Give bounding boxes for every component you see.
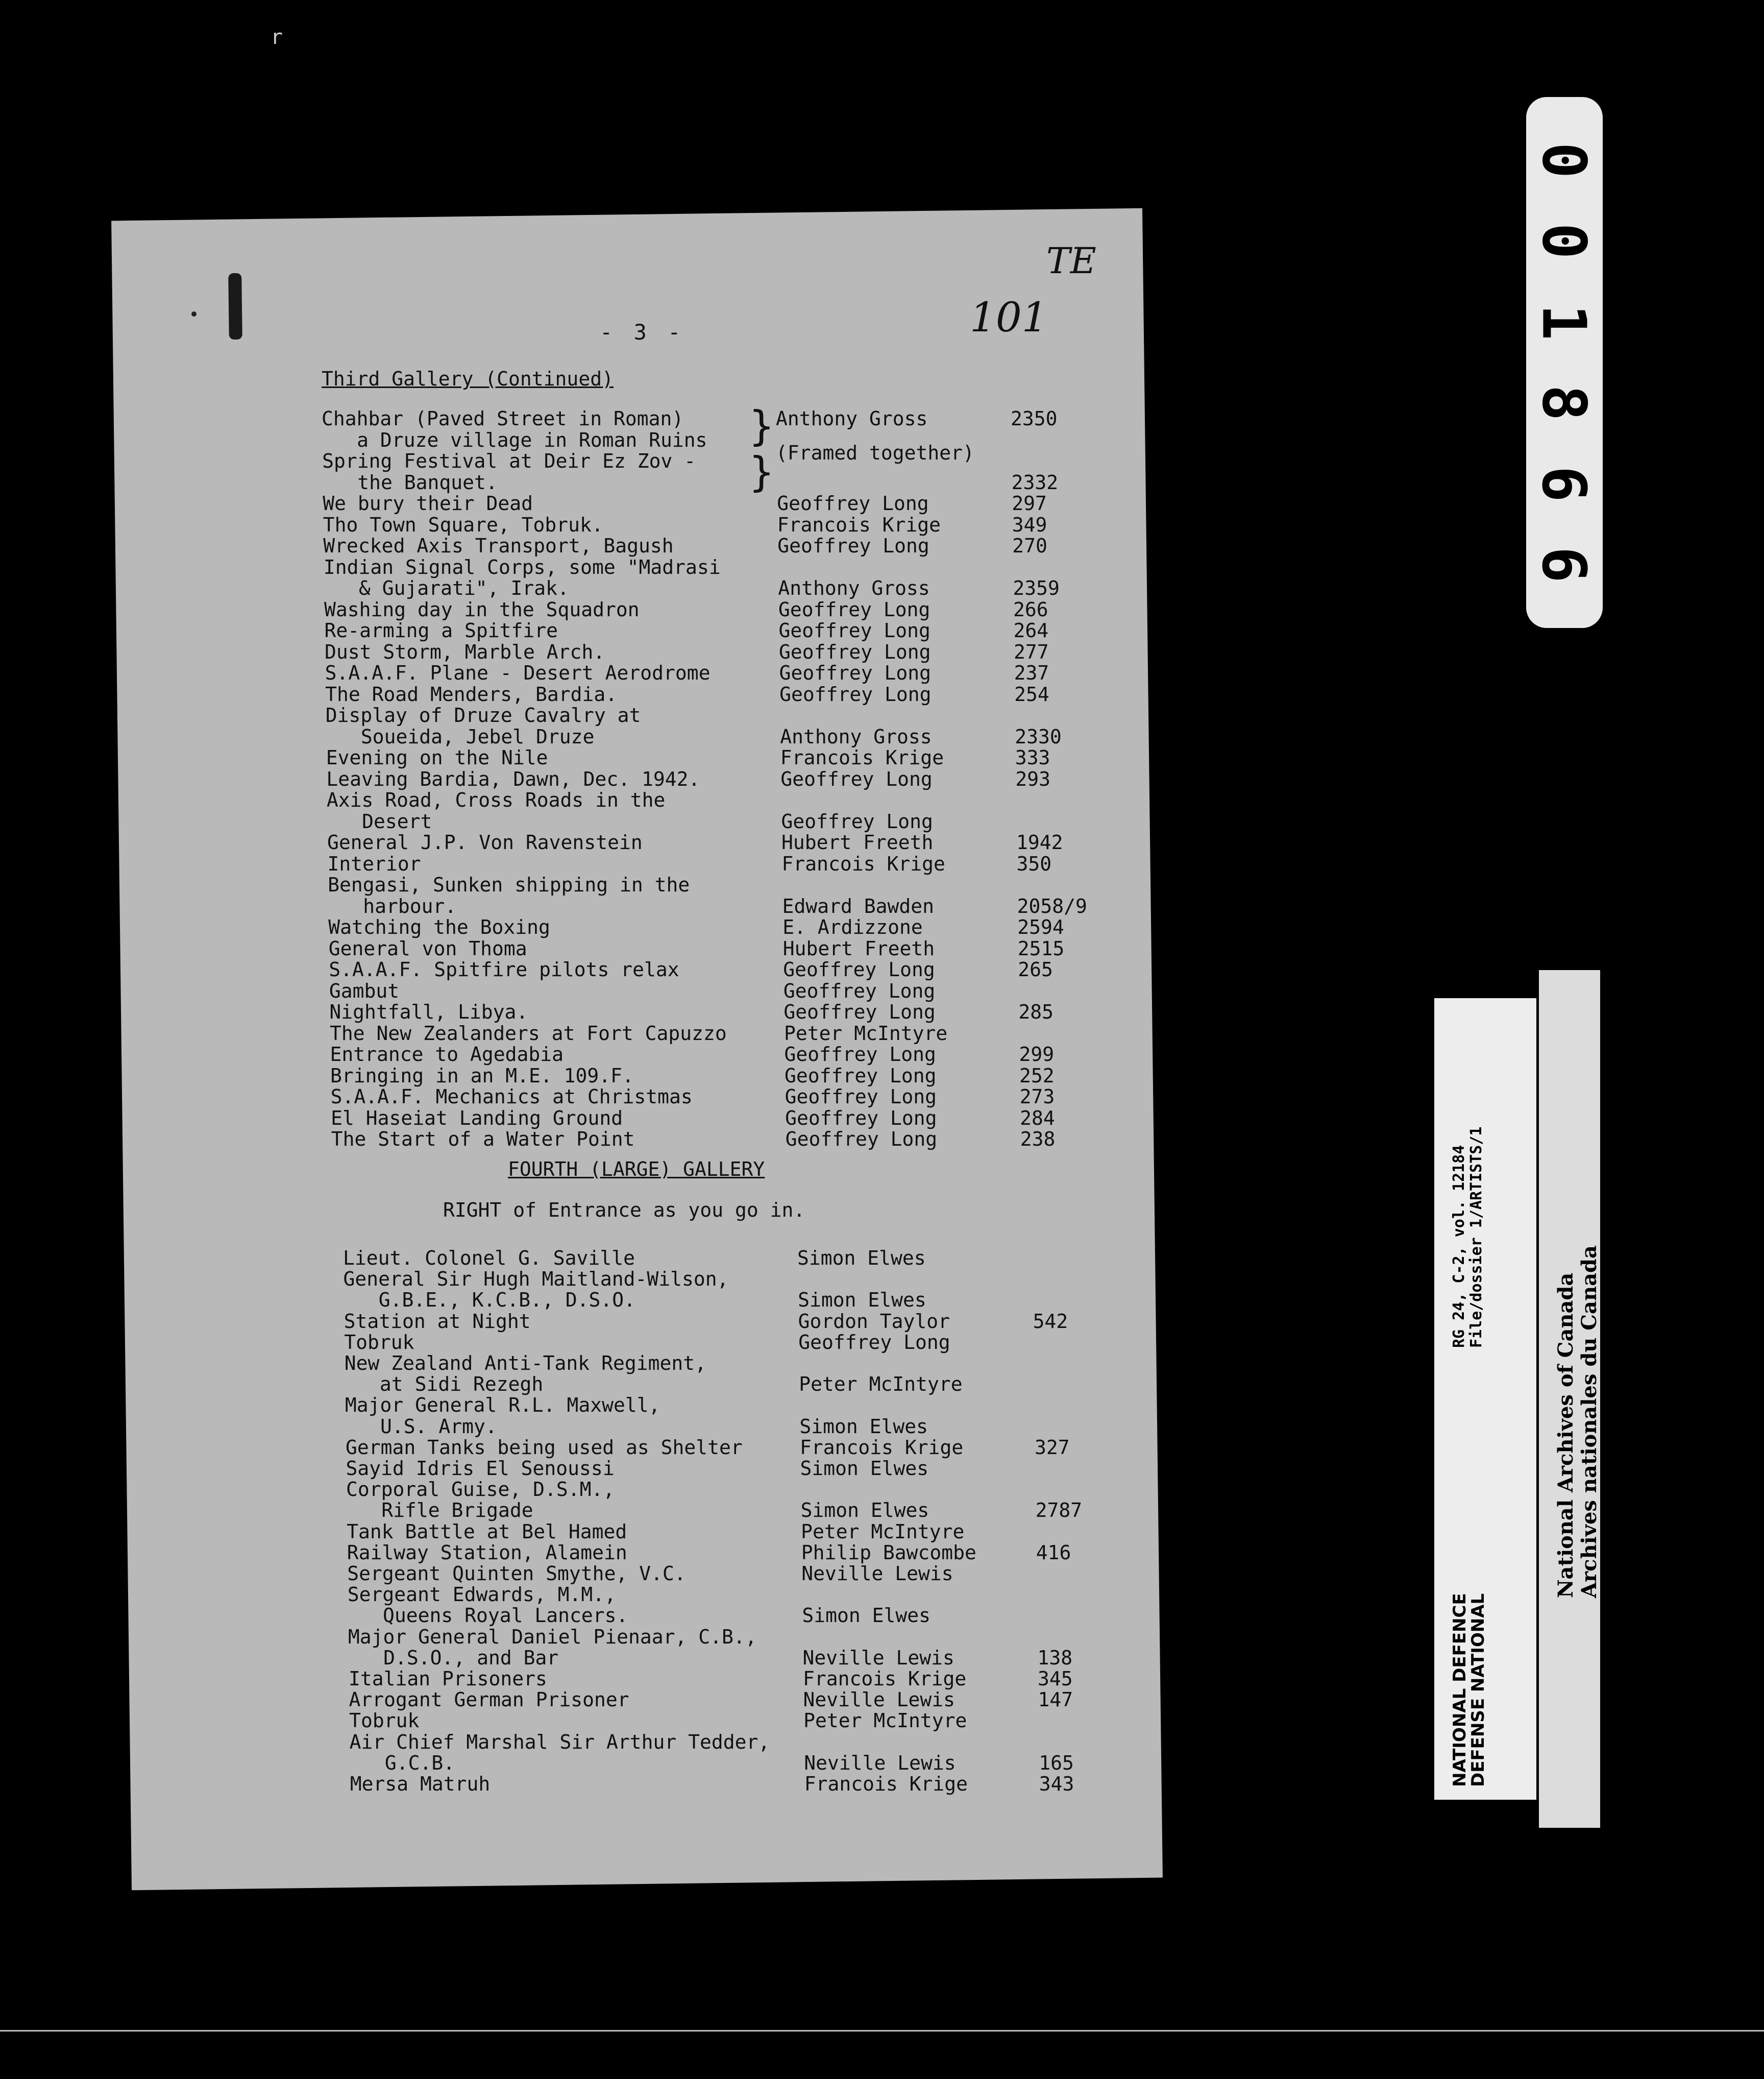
artwork-title: Italian Prisoners bbox=[349, 1667, 547, 1690]
list-item bbox=[326, 726, 1142, 748]
artwork-title: Major General Daniel Pienaar, C.B., bbox=[348, 1625, 757, 1648]
catalogue-number: 1942 bbox=[1016, 831, 1063, 854]
artist-name: Geoffrey Long bbox=[785, 1064, 937, 1087]
catalogue-number: 2330 bbox=[1015, 725, 1062, 748]
artwork-title: Watching the Boxing bbox=[328, 916, 550, 938]
artwork-title: Tobruk bbox=[349, 1709, 420, 1732]
list-item bbox=[324, 598, 1141, 621]
artist-name: Geoffrey Long bbox=[778, 619, 930, 642]
catalogue-number: 343 bbox=[1039, 1773, 1074, 1795]
artwork-title: Station at Night bbox=[344, 1310, 531, 1333]
artwork-title: Air Chief Marshal Sir Arthur Tedder, bbox=[349, 1730, 770, 1753]
artist-name: Francois Krige bbox=[799, 1436, 964, 1459]
artwork-title: Gambut bbox=[329, 979, 400, 1002]
artwork-title: U.S. Army. bbox=[345, 1415, 497, 1438]
handwritten-mark: TE bbox=[1046, 240, 1096, 282]
artwork-title: & Gujarati", Irak. bbox=[324, 577, 569, 599]
list-item bbox=[328, 895, 1145, 917]
catalogue-number: 237 bbox=[1014, 662, 1049, 684]
rg-reference-line2: File/dossier 1/ARTISTS/1 bbox=[1467, 1126, 1485, 1348]
artwork-title: General J.P. Von Ravenstein bbox=[327, 831, 643, 854]
list-item bbox=[325, 641, 1141, 663]
artist-name: Simon Elwes bbox=[799, 1415, 928, 1438]
artwork-title: at Sidi Rezegh bbox=[345, 1373, 544, 1396]
catalogue-number: 285 bbox=[1018, 1001, 1054, 1023]
ink-blot bbox=[228, 273, 242, 340]
list-item bbox=[330, 1065, 1147, 1087]
catalogue-number: 266 bbox=[1013, 598, 1048, 621]
catalogue-number: 238 bbox=[1020, 1128, 1056, 1150]
artwork-title: Washing day in the Squadron bbox=[324, 598, 640, 621]
artist-name: Peter McIntyre bbox=[801, 1520, 965, 1543]
catalogue-number: 2594 bbox=[1017, 916, 1064, 938]
artwork-title: Tho Town Square, Tobruk. bbox=[323, 513, 603, 536]
artwork-title: Bringing in an M.E. 109.F. bbox=[330, 1064, 634, 1087]
list-item bbox=[347, 1520, 1163, 1543]
list-item bbox=[330, 1022, 1146, 1045]
artist-name: Edward Bawden bbox=[782, 895, 935, 917]
catalogue-number: 2332 bbox=[1011, 471, 1059, 494]
catalogue-number: 293 bbox=[1015, 767, 1050, 790]
artwork-title: Bengasi, Sunken shipping in the bbox=[328, 874, 690, 896]
artwork-title: Lieut. Colonel G. Saville bbox=[343, 1247, 635, 1269]
catalogue-number: 297 bbox=[1012, 492, 1047, 515]
third-gallery-title: Third Gallery (Continued) bbox=[322, 368, 614, 390]
list-item bbox=[329, 980, 1146, 1002]
artist-name: Francois Krige bbox=[781, 852, 945, 875]
artist-name: Geoffrey Long bbox=[783, 958, 935, 981]
list-item bbox=[344, 1331, 1161, 1353]
artwork-title: S.A.A.F. Spitfire pilots relax bbox=[329, 958, 679, 981]
catalogue-number: 333 bbox=[1015, 746, 1050, 769]
artist-name: Peter McIntyre bbox=[803, 1709, 967, 1732]
list-item bbox=[348, 1626, 1165, 1648]
catalogue-number: 284 bbox=[1020, 1106, 1055, 1129]
artwork-title: El Haseiat Landing Ground bbox=[331, 1106, 623, 1129]
artwork-title: Dust Storm, Marble Arch. bbox=[325, 640, 605, 663]
artist-name: Hubert Freeth bbox=[781, 831, 934, 854]
artist-name: Geoffrey Long bbox=[784, 1043, 936, 1066]
artwork-title: Mersa Matruh bbox=[350, 1773, 491, 1795]
list-item bbox=[346, 1457, 1163, 1480]
artist-name: Gordon Taylor bbox=[798, 1310, 950, 1333]
artwork-title: Entrance to Agedabia bbox=[330, 1043, 564, 1066]
list-item bbox=[323, 535, 1140, 557]
artist-name: E. Ardizzone bbox=[782, 916, 923, 938]
list-item bbox=[347, 1541, 1164, 1564]
artist-name: Geoffrey Long bbox=[779, 662, 932, 684]
artwork-title: S.A.A.F. Plane - Desert Aerodrome bbox=[325, 662, 710, 684]
catalogue-number: 147 bbox=[1038, 1688, 1073, 1711]
list-item bbox=[349, 1709, 1166, 1732]
list-item bbox=[327, 831, 1144, 854]
reference-digit: 0 bbox=[1529, 223, 1600, 259]
list-item bbox=[325, 619, 1141, 642]
list-item bbox=[327, 789, 1143, 811]
list-item bbox=[344, 1268, 1160, 1290]
list-item bbox=[330, 1043, 1147, 1066]
archives-label-en: National Archives of Canada bbox=[1554, 1272, 1578, 1598]
artwork-title: The Road Menders, Bardia. bbox=[325, 683, 618, 706]
artwork-title: Rifle Brigade bbox=[346, 1499, 533, 1522]
list-item bbox=[345, 1394, 1162, 1416]
rg-reference bbox=[1451, 1127, 1485, 1348]
list-item bbox=[348, 1583, 1164, 1606]
artwork-title: the Banquet. bbox=[322, 471, 498, 494]
artist-name: Geoffrey Long bbox=[783, 979, 936, 1002]
artwork-title: Tank Battle at Bel Hamed bbox=[347, 1520, 627, 1543]
defence-label bbox=[1451, 1593, 1487, 1787]
artwork-title: German Tanks being used as Shelter bbox=[345, 1436, 743, 1459]
artist-name: Neville Lewis bbox=[804, 1751, 956, 1774]
list-item bbox=[328, 874, 1144, 896]
list-item bbox=[325, 683, 1142, 706]
list-item bbox=[329, 958, 1145, 981]
catalogue-number: 350 bbox=[1016, 852, 1052, 875]
list-item bbox=[328, 853, 1144, 875]
artwork-title: General Sir Hugh Maitland-Wilson, bbox=[343, 1268, 729, 1291]
artwork-title: Indian Signal Corps, some "Madrasi bbox=[323, 555, 721, 578]
artist-name: Simon Elwes bbox=[798, 1289, 926, 1312]
list-item bbox=[326, 746, 1143, 769]
reference-digit: 1 bbox=[1529, 304, 1600, 341]
list-item bbox=[329, 1001, 1146, 1023]
artwork-title: Axis Road, Cross Roads in the bbox=[326, 789, 666, 811]
artist-name: Simon Elwes bbox=[800, 1499, 929, 1522]
reference-digit: 6 bbox=[1529, 466, 1600, 502]
catalogue-number: 2515 bbox=[1017, 937, 1065, 960]
catalogue-number: 277 bbox=[1014, 640, 1049, 663]
catalogue-number: 273 bbox=[1019, 1085, 1055, 1108]
artist-name: Geoffrey Long bbox=[777, 535, 929, 557]
artist-name: Geoffrey Long bbox=[778, 598, 930, 621]
list-item bbox=[349, 1688, 1166, 1711]
list-item bbox=[326, 704, 1142, 727]
list-item bbox=[346, 1478, 1163, 1501]
list-item bbox=[331, 1107, 1147, 1129]
catalogue-number: 270 bbox=[1012, 535, 1047, 557]
handwritten-number: 101 bbox=[970, 294, 1048, 341]
list-item bbox=[343, 1247, 1160, 1269]
ink-dot bbox=[191, 311, 197, 317]
artwork-title: Interior bbox=[327, 852, 421, 875]
catalogue-number: 265 bbox=[1018, 958, 1053, 981]
catalogue-number: 299 bbox=[1019, 1043, 1055, 1066]
list-item bbox=[327, 810, 1143, 833]
artist-name: Neville Lewis bbox=[802, 1646, 954, 1669]
artwork-title: We bury their Dead bbox=[323, 492, 533, 515]
artist-name: Simon Elwes bbox=[800, 1457, 929, 1480]
corner-mark: r bbox=[271, 26, 283, 49]
reference-number bbox=[1529, 125, 1600, 600]
artwork-title: Tobruk bbox=[344, 1331, 414, 1353]
artwork-title: Sayid Idris El Senoussi bbox=[346, 1457, 615, 1480]
artwork-title: D.S.O., and Bar bbox=[348, 1646, 559, 1669]
catalogue-number: 2359 bbox=[1013, 577, 1060, 599]
artwork-title: harbour. bbox=[328, 895, 457, 917]
list-item bbox=[323, 492, 1139, 515]
artist-name: Hubert Freeth bbox=[782, 937, 935, 960]
list-item bbox=[345, 1373, 1161, 1395]
list-item bbox=[350, 1773, 1167, 1795]
catalogue-number: 138 bbox=[1037, 1646, 1073, 1669]
artist-name: Anthony Gross bbox=[780, 725, 932, 748]
list-item bbox=[345, 1415, 1162, 1438]
artwork-title: Chahbar (Paved Street in Roman) bbox=[322, 407, 684, 430]
artwork-title: Sergeant Edwards, M.M., bbox=[347, 1583, 616, 1606]
catalogue-number: 2787 bbox=[1035, 1499, 1083, 1522]
artwork-title: S.A.A.F. Mechanics at Christmas bbox=[330, 1085, 693, 1108]
artwork-title: Wrecked Axis Transport, Bagush bbox=[323, 535, 674, 557]
artist-name: Geoffrey Long bbox=[779, 640, 931, 663]
artwork-title: a Druze village in Roman Ruins bbox=[322, 428, 707, 451]
artist-name: Francois Krige bbox=[804, 1773, 968, 1795]
catalogue-number: 252 bbox=[1019, 1064, 1055, 1087]
artwork-title: The Start of a Water Point bbox=[331, 1128, 635, 1150]
artwork-title: Spring Festival at Deir Ez Zov - bbox=[322, 450, 696, 472]
artwork-title: Sergeant Quinten Smythe, V.C. bbox=[347, 1562, 686, 1585]
artist-name: Simon Elwes bbox=[797, 1247, 926, 1269]
artwork-title: Railway Station, Alamein bbox=[347, 1541, 627, 1564]
artwork-title: Re-arming a Spitfire bbox=[324, 619, 558, 642]
artwork-title: Nightfall, Libya. bbox=[329, 1001, 528, 1023]
list-item bbox=[347, 1499, 1163, 1521]
archives-label-fr: Archives nationales du Canada bbox=[1577, 1245, 1601, 1598]
list-item bbox=[323, 514, 1140, 536]
list-item bbox=[324, 556, 1140, 578]
catalogue-number: 345 bbox=[1038, 1667, 1073, 1690]
list-item bbox=[323, 471, 1139, 494]
artist-name: Geoffrey Long bbox=[781, 810, 933, 833]
artist-name: Geoffrey Long bbox=[779, 683, 932, 706]
artist-name: Geoffrey Long bbox=[785, 1106, 937, 1129]
artwork-title: The New Zealanders at Fort Capuzzo bbox=[329, 1022, 727, 1045]
list-item bbox=[344, 1289, 1160, 1311]
list-item bbox=[346, 1436, 1162, 1459]
list-item bbox=[348, 1647, 1165, 1669]
list-item bbox=[322, 407, 1138, 430]
catalogue-number: 264 bbox=[1013, 619, 1049, 642]
artist-name: Simon Elwes bbox=[802, 1604, 931, 1627]
list-item bbox=[329, 937, 1145, 960]
artwork-title: G.C.B. bbox=[350, 1751, 455, 1774]
fourth-gallery-subtitle: RIGHT of Entrance as you go in. bbox=[443, 1199, 805, 1221]
list-item bbox=[328, 916, 1145, 938]
list-item bbox=[331, 1128, 1148, 1150]
fourth-gallery-title: FOURTH (LARGE) GALLERY bbox=[508, 1158, 765, 1180]
archives-label bbox=[1554, 1245, 1601, 1598]
list-item bbox=[347, 1562, 1164, 1585]
list-item bbox=[322, 450, 1139, 472]
list-item bbox=[348, 1604, 1164, 1627]
artist-name: Peter McIntyre bbox=[783, 1022, 948, 1045]
list-item bbox=[344, 1310, 1161, 1333]
reference-digit: 6 bbox=[1529, 546, 1600, 583]
list-item bbox=[322, 429, 1139, 451]
artist-name: Geoffrey Long bbox=[785, 1128, 938, 1150]
artist-name: Geoffrey Long bbox=[780, 767, 933, 790]
artwork-title: Leaving Bardia, Dawn, Dec. 1942. bbox=[326, 767, 700, 790]
artwork-title: Evening on the Nile bbox=[326, 746, 548, 769]
rg-reference-line1: RG 24, C-2, vol. 12184 bbox=[1450, 1145, 1468, 1348]
catalogue-number: 2350 bbox=[1011, 407, 1058, 430]
catalogue-number: 165 bbox=[1039, 1751, 1074, 1774]
catalogue-number: 327 bbox=[1034, 1436, 1070, 1459]
catalogue-number: 542 bbox=[1033, 1310, 1068, 1333]
reference-digit: 8 bbox=[1529, 384, 1600, 421]
artist-name: Geoffrey Long bbox=[777, 492, 929, 515]
catalogue-number: 2058/9 bbox=[1017, 895, 1087, 917]
list-item bbox=[350, 1731, 1166, 1753]
artist-name: Philip Bawcombe bbox=[801, 1541, 976, 1564]
artist-name: Neville Lewis bbox=[803, 1688, 955, 1711]
brace-mark: } } bbox=[749, 402, 774, 496]
artist-name: Anthony Gross bbox=[778, 577, 930, 599]
framed-note: (Framed together) bbox=[776, 442, 974, 464]
artist-name: Geoffrey Long bbox=[798, 1331, 950, 1353]
artist-name: Anthony Gross bbox=[776, 407, 928, 430]
catalogue-number: 349 bbox=[1012, 513, 1047, 536]
artist-name: Francois Krige bbox=[780, 746, 944, 769]
list-item bbox=[326, 768, 1143, 790]
list-item bbox=[349, 1667, 1165, 1690]
artist-name: Geoffrey Long bbox=[785, 1085, 937, 1108]
artist-name: Francois Krige bbox=[803, 1667, 967, 1690]
page-number: - 3 - bbox=[600, 320, 685, 345]
catalogue-number: 416 bbox=[1036, 1541, 1071, 1564]
artwork-title: Display of Druze Cavalry at bbox=[325, 704, 641, 727]
list-item bbox=[331, 1085, 1147, 1108]
defence-label-en: NATIONAL DEFENCE bbox=[1450, 1593, 1470, 1787]
artist-name: Neville Lewis bbox=[801, 1562, 953, 1585]
artwork-title: Desert bbox=[327, 810, 432, 833]
artwork-title: Major General R.L. Maxwell, bbox=[345, 1394, 660, 1417]
list-item bbox=[324, 577, 1140, 599]
list-item bbox=[325, 662, 1142, 684]
artist-name: Geoffrey Long bbox=[783, 1001, 936, 1023]
catalogue-number: 254 bbox=[1014, 683, 1049, 706]
artwork-title: Soueida, Jebel Druze bbox=[326, 725, 595, 748]
artwork-title: Corporal Guise, D.S.M., bbox=[346, 1478, 615, 1501]
artist-name: Francois Krige bbox=[777, 513, 941, 536]
list-item bbox=[350, 1752, 1166, 1774]
artwork-title: G.B.E., K.C.B., D.S.O. bbox=[344, 1289, 636, 1312]
artwork-title: General von Thoma bbox=[328, 937, 527, 960]
artwork-title: Queens Royal Lancers. bbox=[348, 1604, 628, 1627]
artwork-title: Arrogant German Prisoner bbox=[349, 1688, 629, 1711]
list-item bbox=[345, 1352, 1161, 1374]
artist-name: Peter McIntyre bbox=[799, 1373, 963, 1396]
defence-label-fr: DEFENSE NATIONAL bbox=[1468, 1593, 1488, 1787]
bottom-rule bbox=[0, 2030, 1764, 2032]
reference-digit: 0 bbox=[1529, 142, 1600, 179]
artwork-title: New Zealand Anti-Tank Regiment, bbox=[344, 1352, 706, 1374]
